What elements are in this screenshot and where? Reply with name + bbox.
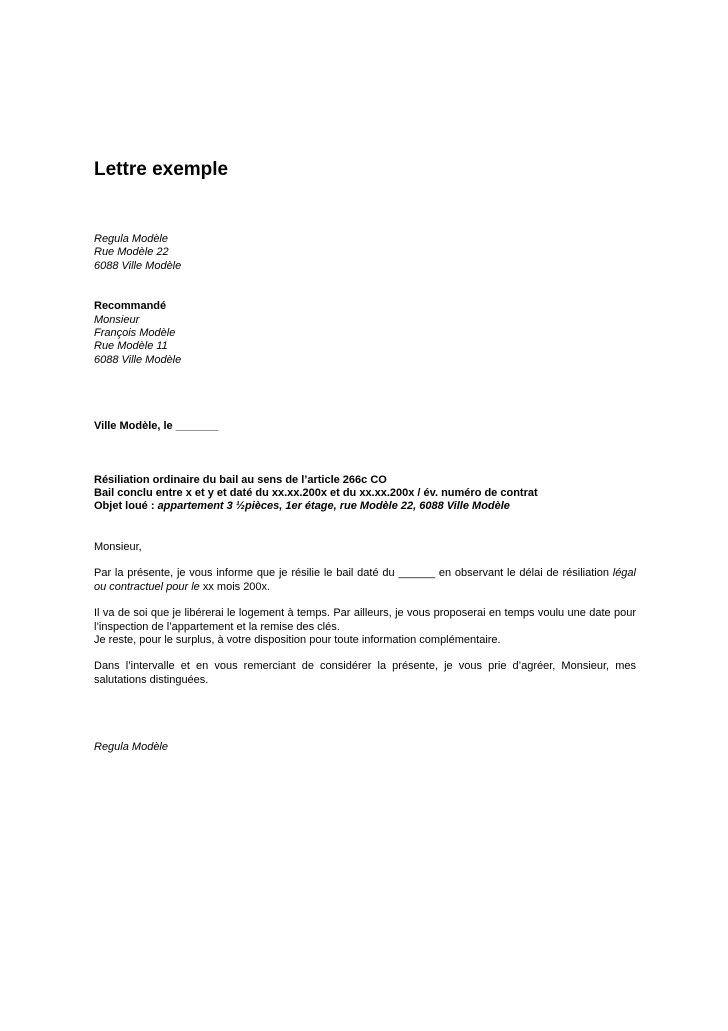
subject-object-value: appartement 3 ½pièces, 1er étage, rue Modèle 22, 6088 Ville Modèle	[157, 500, 510, 513]
recipient-name-line: François Modèle	[94, 327, 176, 340]
subject-object-label: Objet loué :	[94, 500, 158, 513]
sender-address-block	[94, 233, 636, 273]
body-paragraph-2	[94, 607, 636, 647]
letter-salutation: Monsieur,	[94, 540, 142, 553]
registered-mail-label: Recommandé	[94, 300, 167, 313]
paragraph-1-part-3: xx mois 200x.	[199, 580, 271, 593]
recipient-city-line: 6088 Ville Modèle	[94, 353, 182, 366]
subject-line-contract: Bail conclu entre x et y et daté du xx.xx.200x et du xx.xx.200x / év. numéro de contrat	[94, 487, 538, 500]
paragraph-2-line-1: Il va de soi que je libérerai le logement à temps. Par ailleurs, je vous proposerai en temps voulu une date pour l’inspection de l’appartement et la remise des clés.	[94, 607, 636, 633]
recipient-salutation-line: Monsieur	[94, 313, 140, 326]
recipient-address-block	[94, 300, 636, 367]
subject-block	[94, 474, 636, 514]
paragraph-1-part-1: Par la présente, je vous informe que je résilie le bail daté du ______ en observant le délai de résiliation	[94, 567, 613, 580]
recipient-street-line: Rue Modèle 11	[94, 340, 168, 353]
paragraph-2-line-2: Je reste, pour le surplus, à votre disposition pour toute information complémentaire.	[94, 633, 501, 646]
subject-line-termination: Résiliation ordinaire du bail au sens de l’article 266c CO	[94, 473, 387, 486]
document-title: Lettre exemple	[94, 159, 229, 180]
place-date-line: Ville Modèle, le _______	[94, 420, 219, 433]
sender-city-line: 6088 Ville Modèle	[94, 259, 182, 272]
sender-name-line: Regula Modèle	[94, 233, 168, 245]
sender-street-line: Rue Modèle 22	[94, 246, 169, 259]
body-paragraph-3: Dans l’intervalle et en vous remerciant de considérer la présente, je vous prie d’agréer, Monsieur, mes salutations distinguées.	[94, 660, 636, 686]
signature-name: Regula Modèle	[94, 741, 168, 754]
body-paragraph-1	[94, 567, 636, 594]
paragraph-1-part-italic: légal ou contractuel pour le	[94, 567, 636, 593]
subject-line-object	[94, 500, 636, 513]
